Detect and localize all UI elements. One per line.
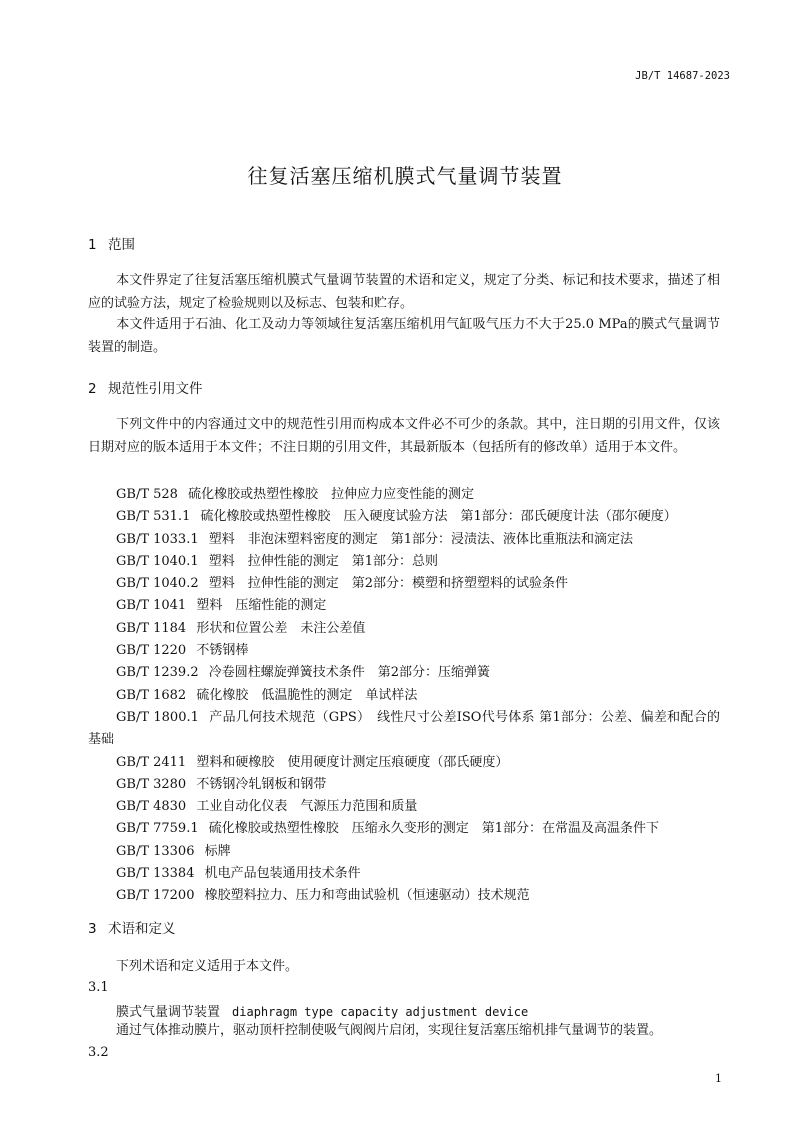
- scope-text-2: 本文件适用于石油、化工及动力等领域往复活塞压缩机用气缸吸气压力不大于25.0 MPa的膜式气量调节装置的制造。: [88, 317, 720, 355]
- ref-code: GB/T 531.1: [116, 509, 191, 525]
- term-heading: [116, 1001, 528, 1020]
- reference-item: [88, 818, 720, 840]
- reference-item: [88, 796, 720, 818]
- reference-item: [88, 662, 720, 684]
- reference-item: [88, 506, 720, 528]
- term-definition-text: 通过气体推动膜片，驱动顶杆控制使吸气阀阀片启闭，实现往复活塞压缩机排气量调节的装置。: [116, 1023, 663, 1038]
- ref-code: GB/T 17200: [116, 888, 195, 904]
- reference-item: [88, 774, 720, 796]
- ref-title: 硫化橡胶 低温脆性的测定 单试样法: [196, 687, 418, 703]
- ref-title: 塑料 拉伸性能的测定 第1部分：总则: [208, 553, 439, 569]
- ref-title: 硫化橡胶或热塑性橡胶 拉伸应力应变性能的测定: [188, 487, 475, 502]
- ref-code: GB/T 1184: [116, 620, 187, 636]
- ref-title: 产品几何技术规范（GPS） 线性尺寸公差ISO代号体系 第1部分：公差、偏差和配合的基础: [88, 709, 721, 748]
- section-number: 2: [88, 381, 97, 397]
- refs-intro-paragraph: [88, 414, 720, 459]
- terms-intro-text: 下列术语和定义适用于本文件。: [116, 959, 299, 974]
- ref-code: GB/T 1220: [116, 643, 187, 659]
- term-definition: [88, 1020, 720, 1043]
- ref-code: GB/T 1040.1: [116, 553, 199, 569]
- ref-title: 塑料和硬橡胶 使用硬度计测定压痕硬度（邵氏硬度）: [196, 754, 509, 770]
- ref-title: 硫化橡胶或热塑性橡胶 压缩永久变形的测定 第1部分：在常温及高温条件下: [208, 821, 660, 837]
- ref-title: 塑料 拉伸性能的测定 第2部分：模塑和挤塑塑料的试验条件: [208, 576, 569, 592]
- term-name-en: diaphragm type capacity adjustment device: [232, 1005, 529, 1019]
- ref-code: GB/T 1040.2: [116, 576, 199, 592]
- page-number: 1: [715, 1072, 722, 1085]
- ref-code: GB/T 13384: [116, 866, 195, 882]
- ref-title: 橡胶塑料拉力、压力和弯曲试验机（恒速驱动）技术规范: [204, 888, 530, 904]
- section-title: 规范性引用文件: [108, 381, 203, 397]
- ref-title: 塑料 非泡沫塑料密度的测定 第1部分：浸渍法、液体比重瓶法和滴定法: [208, 531, 634, 547]
- ref-title: 形状和位置公差 未注公差值: [196, 620, 366, 636]
- ref-code: GB/T 4830: [116, 799, 187, 815]
- ref-code: GB/T 1800.1: [116, 709, 199, 725]
- ref-title: 不锈钢棒: [196, 643, 249, 659]
- reference-list: [88, 484, 720, 908]
- term-number: 3.1: [88, 980, 109, 995]
- term-name-zh: 膜式气量调节装置: [116, 1005, 221, 1020]
- scope-text-1: 本文件界定了往复活塞压缩机膜式气量调节装置的术语和定义，规定了分类、标记和技术要求，描述了相应的试验方法，规定了检验规则以及标志、包装和贮存。: [88, 273, 720, 311]
- reference-item: [88, 640, 720, 662]
- ref-title: 不锈钢冷轧钢板和钢带: [196, 776, 327, 792]
- section-number: 1: [88, 237, 97, 253]
- ref-code: GB/T 7759.1: [116, 821, 199, 837]
- refs-intro-text: 下列文件中的内容通过文中的规范性引用而构成本文件必不可少的条款。其中，注日期的引用文件，仅该日期对应的版本适用于本文件；不注日期的引用文件，其最新版本（包括所有的修改单）适用于本文件。: [88, 417, 720, 455]
- section-number: 3: [88, 921, 97, 937]
- ref-title: 塑料 压缩性能的测定: [196, 598, 327, 614]
- section-2-heading: [88, 377, 203, 397]
- ref-code: GB/T 2411: [116, 754, 187, 770]
- reference-item: [88, 707, 720, 752]
- ref-code: GB/T 1239.2: [116, 665, 199, 681]
- reference-item: [88, 484, 720, 506]
- ref-title: 冷卷圆柱螺旋弹簧技术条件 第2部分：压缩弹簧: [208, 665, 491, 681]
- terms-intro-paragraph: [88, 956, 720, 979]
- term-number: 3.2: [88, 1045, 109, 1060]
- reference-item: [88, 841, 720, 863]
- ref-title: 标牌: [204, 843, 231, 859]
- reference-item: [88, 863, 720, 885]
- ref-title: 工业自动化仪表 气源压力范围和质量: [196, 799, 418, 815]
- reference-item: [88, 529, 720, 551]
- scope-paragraph-1: [88, 270, 720, 315]
- scope-paragraph-2: [88, 314, 720, 359]
- reference-item: [88, 618, 720, 640]
- ref-code: GB/T 1682: [116, 687, 187, 703]
- reference-item: [88, 752, 720, 774]
- standard-number: JB/T 14687-2023: [635, 70, 730, 82]
- ref-code: GB/T 528: [116, 487, 178, 502]
- reference-item: [88, 595, 720, 617]
- section-title: 术语和定义: [108, 921, 176, 937]
- reference-item: [88, 685, 720, 707]
- reference-item: [88, 885, 720, 907]
- ref-code: GB/T 1041: [116, 598, 187, 614]
- ref-title: 硫化橡胶或热塑性橡胶 压入硬度试验方法 第1部分：邵氏硬度计法（邵尔硬度）: [200, 509, 677, 525]
- ref-code: GB/T 13306: [116, 843, 195, 859]
- ref-code: GB/T 3280: [116, 776, 187, 792]
- section-title: 范围: [108, 237, 135, 253]
- ref-code: GB/T 1033.1: [116, 531, 199, 547]
- ref-title: 机电产品包装通用技术条件: [204, 866, 361, 882]
- section-1-heading: [88, 233, 135, 253]
- reference-item: [88, 573, 720, 595]
- section-3-heading: [88, 917, 176, 937]
- reference-item: [88, 551, 720, 573]
- document-title: 往复活塞压缩机膜式气量调节装置: [247, 164, 563, 188]
